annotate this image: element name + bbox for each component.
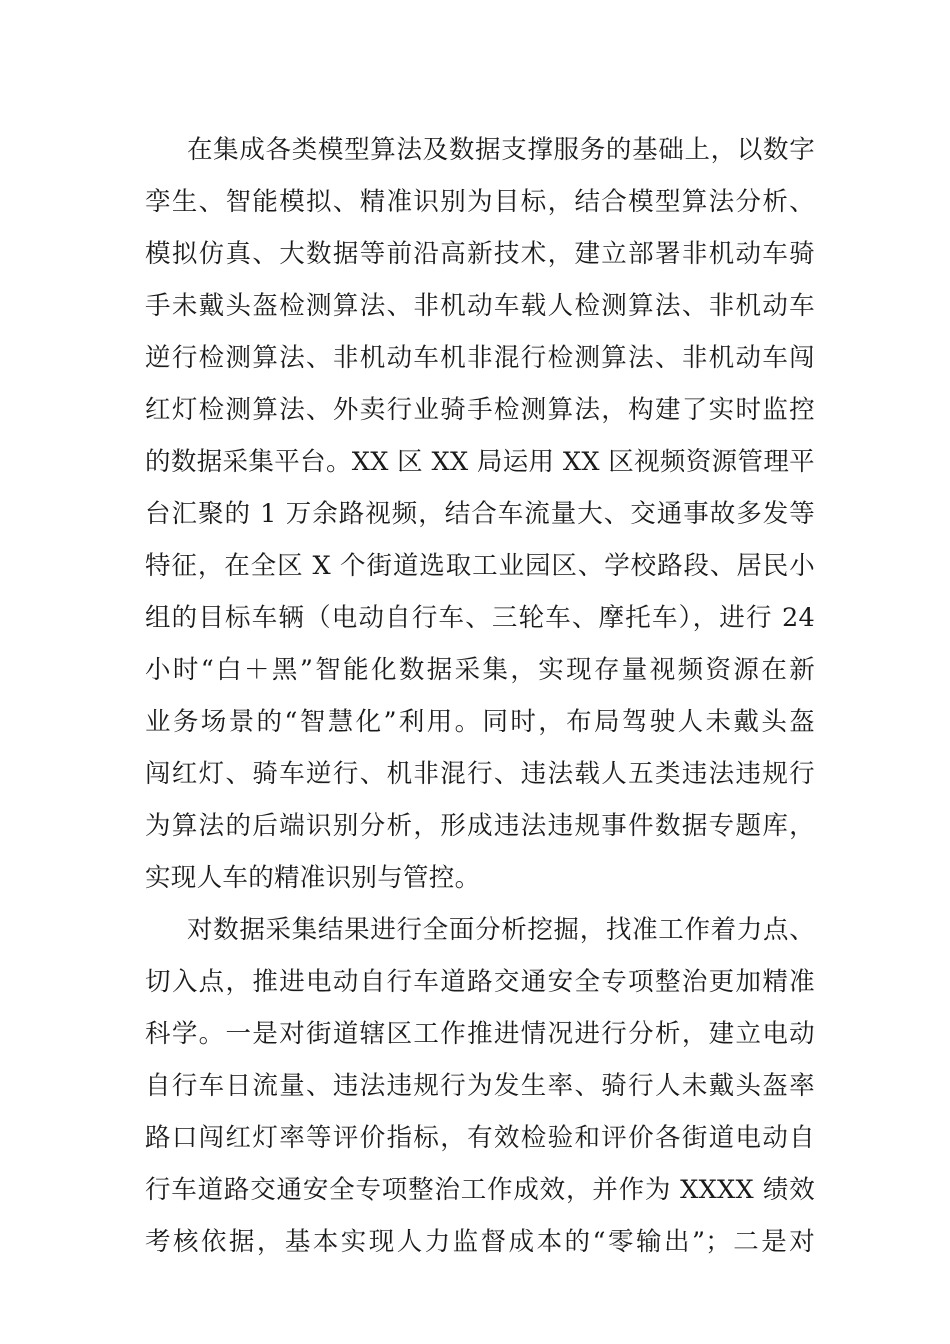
text-line: 路口闯红灯率等评价指标，有效检验和评价各街道电动自 <box>145 1123 815 1153</box>
text-line: 考核依据，基本实现人力监督成本的“零输出”；二是对 <box>145 1227 815 1257</box>
body-text <box>145 124 815 1268</box>
paragraph-2 <box>145 904 815 1268</box>
text-line: 实现人车的精准识别与管控。 <box>145 863 481 893</box>
text-line: 特征，在全区 X 个街道选取工业园区、学校路段、居民小 <box>145 551 815 581</box>
paragraph-1 <box>145 124 815 904</box>
text-line: 红灯检测算法、外卖行业骑手检测算法，构建了实时监控 <box>145 395 815 425</box>
text-line: 闯红灯、骑车逆行、机非混行、违法载人五类违法违规行 <box>145 759 815 789</box>
text-line: 的数据采集平台。XX 区 XX 局运用 XX 区视频资源管理平 <box>145 447 815 477</box>
text-line: 对数据采集结果进行全面分析挖掘，找准工作着力点、 <box>187 915 815 945</box>
text-line: 为算法的后端识别分析，形成违法违规事件数据专题库， <box>145 811 815 841</box>
text-line: 手未戴头盔检测算法、非机动车载人检测算法、非机动车 <box>145 291 815 321</box>
text-line: 切入点，推进电动自行车道路交通安全专项整治更加精准 <box>145 967 815 997</box>
text-line: 孪生、智能模拟、精准识别为目标，结合模型算法分析、 <box>145 187 815 217</box>
text-line: 小时“白＋黑”智能化数据采集，实现存量视频资源在新 <box>145 655 815 685</box>
text-line: 业务场景的“智慧化”利用。同时，布局驾驶人未戴头盔 <box>145 707 815 737</box>
text-line: 在集成各类模型算法及数据支撑服务的基础上，以数字 <box>187 135 815 165</box>
text-line: 台汇聚的 1 万余路视频，结合车流量大、交通事故多发等 <box>145 499 815 529</box>
text-line: 模拟仿真、大数据等前沿高新技术，建立部署非机动车骑 <box>145 239 815 269</box>
text-line: 行车道路交通安全专项整治工作成效，并作为 XXXX 绩效 <box>145 1175 815 1205</box>
text-line: 自行车日流量、违法违规行为发生率、骑行人未戴头盔率 <box>145 1071 815 1101</box>
text-line: 科学。一是对街道辖区工作推进情况进行分析，建立电动 <box>145 1019 815 1049</box>
text-line: 逆行检测算法、非机动车机非混行检测算法、非机动车闯 <box>145 343 815 373</box>
text-line: 组的目标车辆（电动自行车、三轮车、摩托车），进行 24 <box>145 603 815 633</box>
